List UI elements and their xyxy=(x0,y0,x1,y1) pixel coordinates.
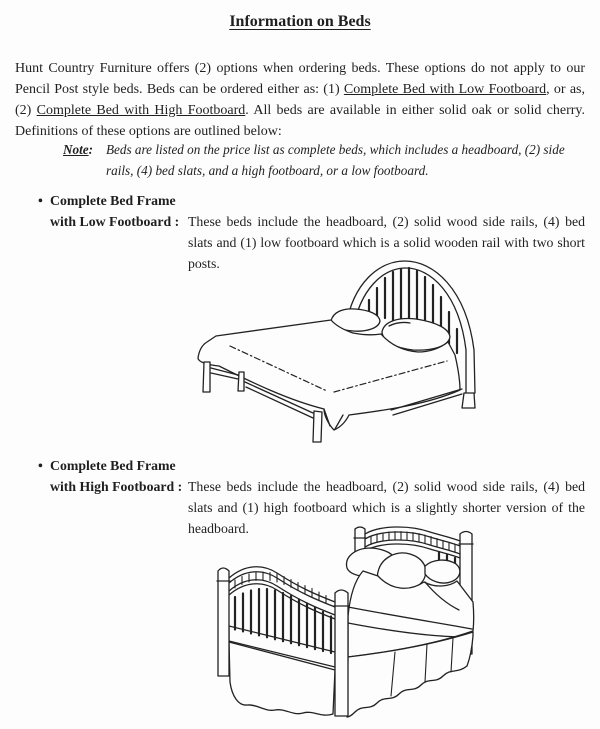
bullet-icon: • xyxy=(38,193,43,208)
page-title: Information on Beds xyxy=(229,13,371,30)
note-block xyxy=(63,139,585,181)
bullet-label: with Low Footboard : xyxy=(50,214,180,229)
bed-high-footboard-drawing xyxy=(195,524,490,724)
note-text: Beds are listed on the price list as complete beds, which includes a headboard, (2) side rails, (4) bed slats, and a high footboard, or a low footboard. xyxy=(106,142,565,178)
bullet-label: with High Footboard : xyxy=(50,479,183,494)
intro-paragraph: Hunt Country Furniture offers (2) options when ordering beds. These options do not apply to our Pencil Post style beds. Beds can be ordered either as: (1) Complete Bed with Low Footboard, or as, (2) Complete Bed with High Footboard. All beds are available in either solid oak or solid cherry. Definitions of these options are outlined below: xyxy=(15,61,586,139)
bullet-description: These beds include the headboard, (2) solid wood side rails, (4) bed slats and (1) high footboard which is a slightly shorter version of the headboard. xyxy=(188,479,585,536)
bed-high-footboard-illustration xyxy=(195,524,490,724)
bullet-description: These beds include the headboard, (2) solid wood side rails, (4) bed slats and (1) low footboard which is a solid wooden rail with two short posts. xyxy=(188,214,585,271)
bullet-title: Complete Bed Frame xyxy=(50,193,176,208)
bed-low-footboard-drawing xyxy=(183,258,493,453)
bullet-title: Complete Bed Frame xyxy=(50,458,176,473)
bed-low-footboard-illustration xyxy=(183,258,493,453)
bullet-icon: • xyxy=(38,458,43,473)
note-label: Note: xyxy=(63,142,94,157)
